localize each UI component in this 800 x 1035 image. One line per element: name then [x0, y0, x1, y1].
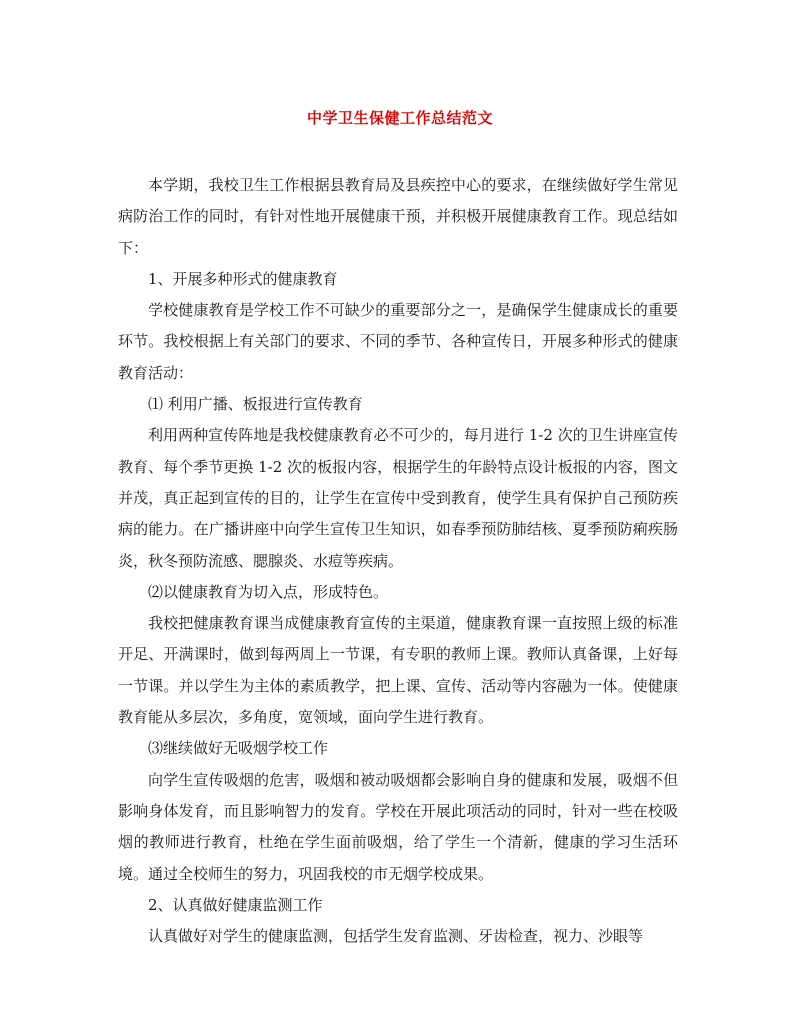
document-title: 中学卫生保健工作总结范文 — [306, 109, 493, 127]
paragraph-health-education: 学校健康教育是学校工作不可缺少的重要部分之一，是确保学生健康成长的重要环节。我校根据上有关部门的要求、不同的季节、各种宣传日，开展多种形式的健康教育活动： — [118, 301, 678, 382]
section-heading-1: 1、开展多种形式的健康教育 — [148, 269, 338, 288]
paragraph-no-smoking: 向学生宣传吸烟的危害，吸烟和被动吸烟都会影响自身的健康和发展，吸烟不但影响身体发育，而且影响智力的发育。学校在开展此项活动的同时，针对一些在校吸烟的教师进行教育，杜绝在学生面前吸烟，给了学生一个清新，健康的学习生活环境。通过全校师生的努力，巩固我校的市无烟学校成果。 — [118, 770, 678, 883]
paragraph-health-monitoring: 认真做好对学生的健康监测，包括学生发育监测、牙齿检查，视力、沙眼等 — [148, 927, 644, 946]
paragraph-health-class: 我校把健康教育课当成健康教育宣传的主渠道，健康教育课一直按照上级的标准开足、开满课时，做到每两周上一节课，有专职的教师上课。教师认真备课，上好每一节课。并以学生为主体的素质教学，把上课、宣传、活动等内容融为一体。使健康教育能从多层次，多角度，宽领域，面向学生进行教育。 — [118, 614, 678, 727]
subsection-heading-2: ⑵以健康教育为切入点，形成特色。 — [148, 582, 389, 601]
section-heading-2: 2、认真做好健康监测工作 — [148, 895, 323, 914]
subsection-heading-1: ⑴ 利用广播、板报进行宣传教育 — [148, 395, 363, 414]
paragraph-intro: 本学期，我校卫生工作根据县教育局及县疾控中心的要求，在继续做好学生常见病防治工作的同时，有针对性地开展健康干预，并积极开展健康教育工作。现总结如下： — [118, 176, 678, 257]
document-body — [118, 170, 678, 952]
paragraph-broadcast-boards: 利用两种宣传阵地是我校健康教育必不可少的，每月进行 1-2 次的卫生讲座宣传教育、每个季节更换 1-2 次的板报内容，根据学生的年龄特点设计板报的内容，图文并茂，真正起到宣传的目的，让学生在宣传中受到教育，使学生具有保护自己预防疾病的能力。在广播讲座中向学生宣传卫生知识，如春季预防肺结核、夏季预防痢疾肠炎，秋冬预防流感、腮腺炎、水痘等疾病。 — [118, 426, 678, 570]
subsection-heading-3: ⑶继续做好无吸烟学校工作 — [148, 739, 329, 758]
